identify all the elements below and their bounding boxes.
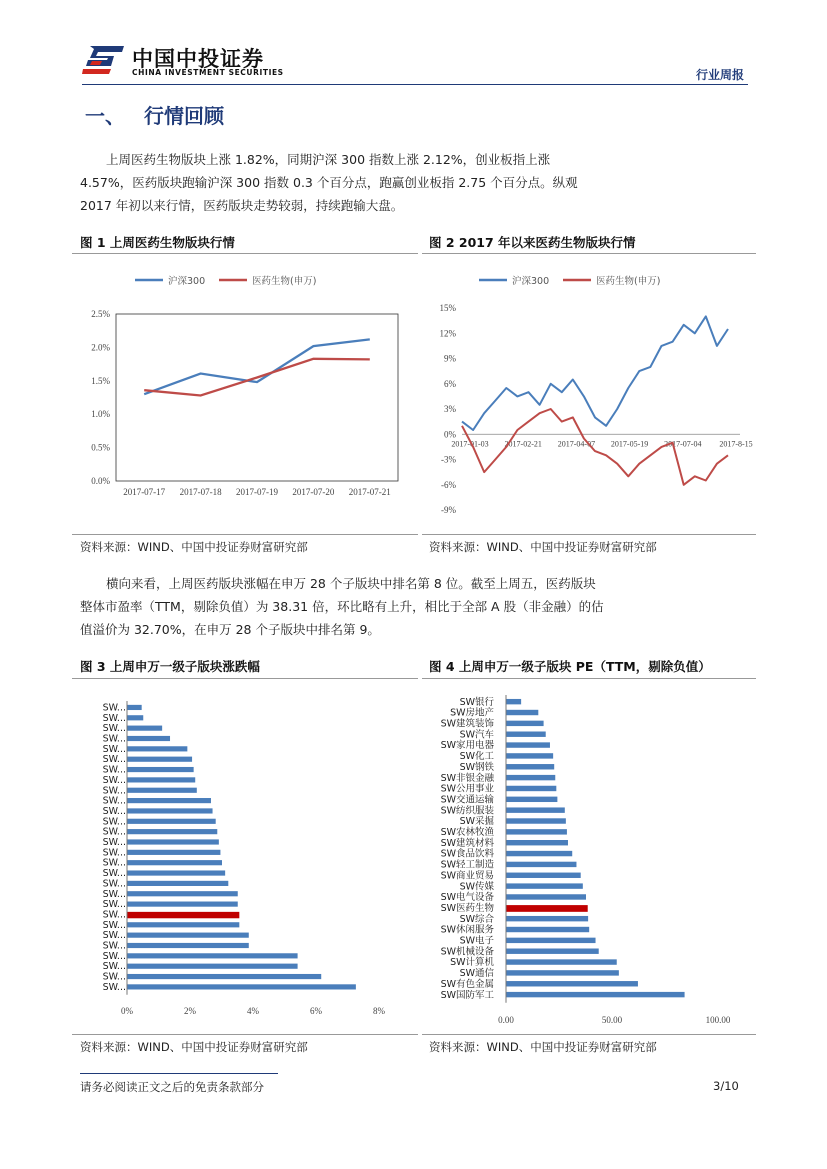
fig1-source: 资料来源：WIND、中国中投证券财富研究部 — [80, 540, 308, 554]
bar — [507, 916, 589, 921]
category-label: SW... — [102, 868, 126, 880]
bar — [507, 764, 555, 769]
category-label: SW非银金融 — [440, 772, 494, 784]
bar — [507, 818, 566, 823]
y-tick-label: 0% — [444, 429, 456, 440]
category-label: SW... — [102, 795, 126, 807]
fig4-source: 资料来源：WIND、中国中投证券财富研究部 — [429, 1040, 657, 1054]
y-tick-label: -3% — [441, 454, 456, 465]
bar — [507, 894, 587, 899]
category-label: SW建筑材料 — [440, 837, 494, 849]
category-label: SW计算机 — [450, 957, 494, 969]
footer-disclaimer: 请务必阅读正文之后的免责条款部分 — [80, 1080, 264, 1094]
chart-fig1 — [72, 256, 418, 532]
bar — [507, 992, 685, 997]
x-tick-label: 100.00 — [705, 1015, 731, 1025]
category-label: SW... — [102, 940, 126, 952]
x-tick-label: 2017-07-17 — [123, 487, 166, 497]
category-label: SW商业贸易 — [440, 870, 494, 882]
x-tick-label: 2017-07-04 — [664, 439, 702, 449]
category-label: SW... — [102, 816, 126, 828]
bar — [128, 777, 196, 782]
section-heading — [85, 100, 224, 129]
bar — [507, 732, 546, 737]
category-label: SW... — [102, 712, 126, 724]
y-tick-label: 0.5% — [91, 442, 110, 453]
y-tick-label: 6% — [444, 378, 456, 389]
category-label: SW化工 — [459, 751, 494, 763]
bar — [128, 767, 194, 772]
y-tick-label: 1.5% — [91, 375, 110, 386]
bar — [128, 953, 298, 958]
bar — [128, 860, 223, 865]
category-label: SW有色金属 — [440, 978, 494, 990]
series-line-hs300 — [144, 339, 370, 394]
x-tick-label: 2017-07-21 — [348, 487, 391, 497]
fig1-bottom-rule — [72, 534, 418, 535]
category-label: SW综合 — [459, 913, 494, 925]
paragraph-2: 横向来看，上周医药版块涨幅在申万 28 个子版块中排名第 8 位。截至上周五，医药版块整体市盈率（TTM，剔除负值）为 38.31 倍，环比略有上升，相比于全部 A 股（非金融）的估值溢价为 32.70%，在申万 28 个子版块中排名第 9。 — [80, 576, 604, 637]
bar-highlight — [507, 905, 588, 912]
y-tick-label: 2.5% — [91, 309, 110, 319]
fig3-bottom-rule — [72, 1034, 418, 1035]
category-label: SW食品饮料 — [440, 848, 494, 860]
bar — [507, 970, 619, 975]
logo-cn-text: 中国中投证券 — [132, 47, 264, 71]
category-label: SW... — [102, 888, 126, 900]
category-label: SW... — [102, 899, 126, 911]
category-label: SW... — [102, 930, 126, 942]
fig4-title: 图 4 上周申万一级子版块 PE（TTM，剔除负值） — [429, 659, 711, 674]
doc-type: 行业周报 — [696, 68, 745, 82]
bar — [128, 788, 197, 793]
plot-frame — [116, 314, 398, 481]
bar — [128, 881, 229, 886]
bar — [128, 870, 226, 875]
bar — [128, 922, 240, 927]
x-tick-label: 2017-01-03 — [451, 439, 489, 449]
category-label: SW... — [102, 837, 126, 849]
chart-fig3 — [72, 681, 418, 1031]
x-tick-label: 6% — [310, 1006, 322, 1016]
category-label: SW通信 — [459, 968, 494, 980]
category-label: SW电气设备 — [440, 892, 494, 904]
category-label: SW汽车 — [459, 729, 494, 741]
category-label: SW... — [102, 826, 126, 838]
category-label: SW... — [102, 878, 126, 890]
bar — [507, 807, 565, 812]
bar — [507, 981, 638, 986]
category-label: SW机械设备 — [440, 946, 494, 958]
bar — [507, 840, 568, 845]
category-label: SW医药生物 — [440, 902, 494, 914]
category-label: SW... — [102, 981, 126, 993]
category-label: SW... — [102, 785, 126, 797]
bar — [507, 699, 522, 704]
bar — [507, 797, 558, 802]
footer-rule — [80, 1073, 278, 1074]
category-label: SW农林牧渔 — [440, 827, 494, 839]
x-tick-label: 8% — [373, 1006, 385, 1016]
category-label: SW... — [102, 774, 126, 786]
x-tick-label: 4% — [247, 1006, 259, 1016]
bar — [128, 726, 163, 731]
bar — [128, 829, 218, 834]
bar — [507, 753, 554, 758]
bar — [128, 984, 356, 989]
legend-label-hs300: 沪深300 — [512, 276, 550, 287]
category-label: SW电子 — [459, 935, 494, 947]
bar — [128, 736, 171, 741]
section-title: 行情回顾 — [143, 104, 224, 128]
bar — [507, 851, 573, 856]
page-number: 3/10 — [713, 1079, 739, 1093]
fig1-title: 图 1 上周医药生物版块行情 — [80, 235, 235, 250]
fig4-top-rule — [422, 678, 756, 679]
category-label: SW纺织服装 — [440, 805, 494, 817]
bar — [128, 819, 216, 824]
legend-label-hs300: 沪深300 — [168, 276, 206, 287]
bar — [128, 798, 211, 803]
chart-fig2 — [422, 256, 756, 532]
series-line-hs300 — [462, 316, 728, 430]
bar — [507, 742, 550, 747]
bar — [507, 721, 544, 726]
category-label: SW... — [102, 919, 126, 931]
bar — [128, 902, 238, 907]
x-tick-label: 2017-02-21 — [504, 439, 542, 449]
category-label: SW... — [102, 805, 126, 817]
category-label: SW休闲服务 — [440, 924, 494, 936]
x-tick-label: 2017-07-20 — [292, 487, 335, 497]
bar — [128, 757, 193, 762]
paragraph-1: 上周医药生物版块上涨 1.82%，同期沪深 300 指数上涨 2.12%，创业板指上涨 4.57%，医药版块跑输沪深 300 指数 0.3 个百分点，跑赢创业板指 2.75 个百分点。纵观 2017 年初以来行情，医药版块走势较弱，持续跑输大盘。 — [80, 152, 578, 213]
logo-mark-icon — [82, 45, 126, 75]
chart-fig4 — [422, 681, 756, 1031]
x-tick-label: 2017-04-07 — [557, 439, 596, 449]
section-number: 一、 — [85, 104, 125, 128]
legend-label-pharma: 医药生物(申万) — [596, 276, 661, 287]
x-tick-label: 50.00 — [601, 1015, 623, 1025]
category-label: SW银行 — [459, 696, 494, 708]
category-label: SW钢铁 — [459, 761, 494, 773]
fig3-source: 资料来源：WIND、中国中投证券财富研究部 — [80, 1040, 308, 1054]
fig1-top-rule — [72, 253, 418, 254]
category-label: SW... — [102, 733, 126, 745]
bar — [507, 775, 556, 780]
category-label: SW公用事业 — [440, 783, 494, 795]
y-tick-label: 9% — [444, 353, 456, 364]
bar — [507, 786, 557, 791]
y-tick-label: 1.0% — [91, 409, 110, 420]
series-line-pharma — [144, 359, 370, 396]
y-tick-label: 2.0% — [91, 342, 110, 353]
bar — [507, 883, 583, 888]
bar-highlight — [128, 912, 240, 918]
category-label: SW家用电器 — [440, 740, 494, 752]
category-label: SW... — [102, 743, 126, 755]
category-label: SW轻工制造 — [440, 859, 494, 871]
header-rule — [82, 84, 748, 85]
fig4-bottom-rule — [422, 1034, 756, 1035]
legend-label-pharma: 医药生物(申万) — [252, 276, 317, 287]
x-tick-label: 2017-05-19 — [610, 439, 649, 449]
x-tick-label: 2017-07-19 — [236, 487, 278, 497]
category-label: SW... — [102, 909, 126, 921]
fig2-bottom-rule — [422, 534, 756, 535]
y-tick-label: 12% — [439, 328, 456, 339]
bar — [128, 808, 213, 813]
fig3-title: 图 3 上周申万一级子版块涨跌幅 — [80, 659, 260, 674]
x-tick-label: 2017-8-15 — [719, 439, 753, 449]
y-tick-label: -9% — [441, 505, 456, 515]
logo-en-text: CHINA INVESTMENT SECURITIES — [132, 68, 284, 77]
bar — [128, 705, 142, 710]
y-tick-label: 3% — [444, 404, 456, 414]
category-label: SW... — [102, 857, 126, 869]
category-label: SW国防军工 — [440, 989, 494, 1001]
bar — [507, 959, 617, 964]
x-tick-label: 2% — [184, 1006, 196, 1016]
category-label: SW... — [102, 723, 126, 735]
logo — [82, 44, 282, 80]
category-label: SW... — [102, 961, 126, 973]
category-label: SW交通运输 — [440, 794, 494, 806]
category-label: SW采掘 — [459, 816, 494, 828]
category-label: SW... — [102, 702, 126, 714]
category-label: SW... — [102, 971, 126, 983]
bar — [128, 746, 188, 751]
x-tick-label: 0% — [121, 1006, 133, 1016]
fig2-source: 资料来源：WIND、中国中投证券财富研究部 — [429, 540, 657, 554]
fig2-title: 图 2 2017 年以来医药生物版块行情 — [429, 235, 636, 250]
bar — [507, 938, 596, 943]
bar — [507, 710, 539, 715]
bar — [507, 927, 590, 932]
bar — [128, 943, 249, 948]
bar — [507, 829, 567, 834]
category-label: SW... — [102, 950, 126, 962]
bar — [507, 949, 599, 954]
fig2-top-rule — [422, 253, 756, 254]
y-tick-label: 15% — [439, 303, 456, 313]
bar — [128, 933, 249, 938]
bar — [128, 974, 322, 979]
bar — [507, 862, 577, 867]
y-tick-label: 0.0% — [91, 476, 110, 486]
y-tick-label: -6% — [441, 479, 456, 490]
category-label: SW传媒 — [459, 881, 494, 893]
x-tick-label: 0.00 — [498, 1015, 514, 1025]
bar — [128, 715, 144, 720]
fig3-top-rule — [72, 678, 418, 679]
category-label: SW建筑装饰 — [440, 718, 494, 730]
x-tick-label: 2017-07-18 — [179, 487, 222, 497]
category-label: SW... — [102, 764, 126, 776]
bar — [128, 850, 221, 855]
bar — [128, 964, 298, 969]
category-label: SW... — [102, 847, 126, 859]
category-label: SW... — [102, 754, 126, 766]
bar — [128, 839, 219, 844]
category-label: SW房地产 — [450, 707, 494, 719]
bar — [128, 891, 238, 896]
bar — [507, 873, 581, 878]
